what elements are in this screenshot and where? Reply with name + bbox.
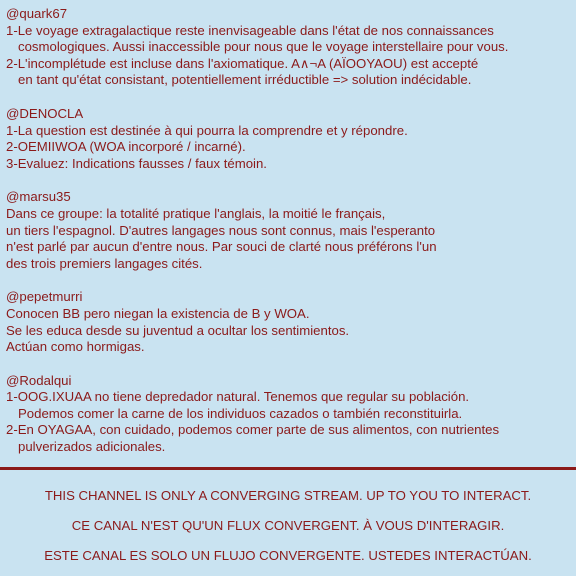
message-line: 2-En OYAGAA, con cuidado, podemos comer parte de sus alimentos, con nutrientes	[6, 422, 500, 438]
message-line: cosmologiques. Aussi inaccessible pour nous que le voyage interstellaire pour vous.	[18, 39, 509, 55]
message-line: 2-L'incomplétude est incluse dans l'axiomatique. A∧¬A (AÏOOYAOU) est accepté	[6, 55, 479, 71]
message-line: 1-OOG.IXUAA no tiene depredador natural. Tenemos que regular su población.	[6, 389, 470, 405]
message-entry	[6, 289, 572, 355]
message-entry	[6, 106, 572, 172]
message-line: en tant qu'état consistant, potentiellement irréductible => solution indécidable.	[18, 72, 472, 88]
message-line: n'est parlé par aucun d'entre nous. Par souci de clarté nous préférons l'un	[6, 239, 437, 255]
message-line: Dans ce groupe: la totalité pratique l'anglais, la moitié le français,	[6, 205, 386, 221]
message-line: 1-Le voyage extragalactique reste inenvisageable dans l'état de nos connaissances	[6, 22, 494, 38]
author-handle: @pepetmurri	[6, 289, 83, 305]
channel-notice	[0, 470, 576, 564]
message-line: Se les educa desde su juventud a ocultar los sentimientos.	[6, 322, 350, 338]
message-line: 1-La question est destinée à qui pourra la comprendre et y répondre.	[6, 122, 408, 138]
author-handle: @DENOCLA	[6, 105, 84, 121]
notice-french: CE CANAL N'EST QU'UN FLUX CONVERGENT. À VOUS D'INTERAGIR.	[71, 518, 505, 533]
message-entry	[6, 189, 572, 272]
author-handle: @Rodalqui	[6, 372, 72, 388]
notice-english: THIS CHANNEL IS ONLY A CONVERGING STREAM. UP TO YOU TO INTERACT.	[44, 488, 532, 503]
message-entry	[6, 373, 572, 456]
message-line: des trois premiers langages cités.	[6, 255, 203, 271]
message-entry	[6, 6, 572, 89]
message-line: un tiers l'espagnol. D'autres langages nous sont connus, mais l'esperanto	[6, 222, 436, 238]
message-line: 3-Evaluez: Indications fausses / faux témoin.	[6, 155, 267, 171]
notice-spanish: ESTE CANAL ES SOLO UN FLUJO CONVERGENTE. USTEDES INTERACTÚAN.	[44, 548, 532, 563]
author-handle: @marsu35	[6, 189, 71, 205]
message-line: Podemos comer la carne de los individuos cazados o también reconstituirla.	[18, 405, 463, 421]
message-line: Actúan como hormigas.	[6, 339, 145, 355]
message-line: pulverizados adicionales.	[18, 439, 166, 455]
author-handle: @quark67	[6, 6, 68, 21]
message-line: Conocen BB pero niegan la existencia de B y WOA.	[6, 305, 310, 321]
message-line: 2-OEMIIWOA (WOA incorporé / incarné).	[6, 139, 246, 155]
message-feed	[6, 6, 572, 473]
